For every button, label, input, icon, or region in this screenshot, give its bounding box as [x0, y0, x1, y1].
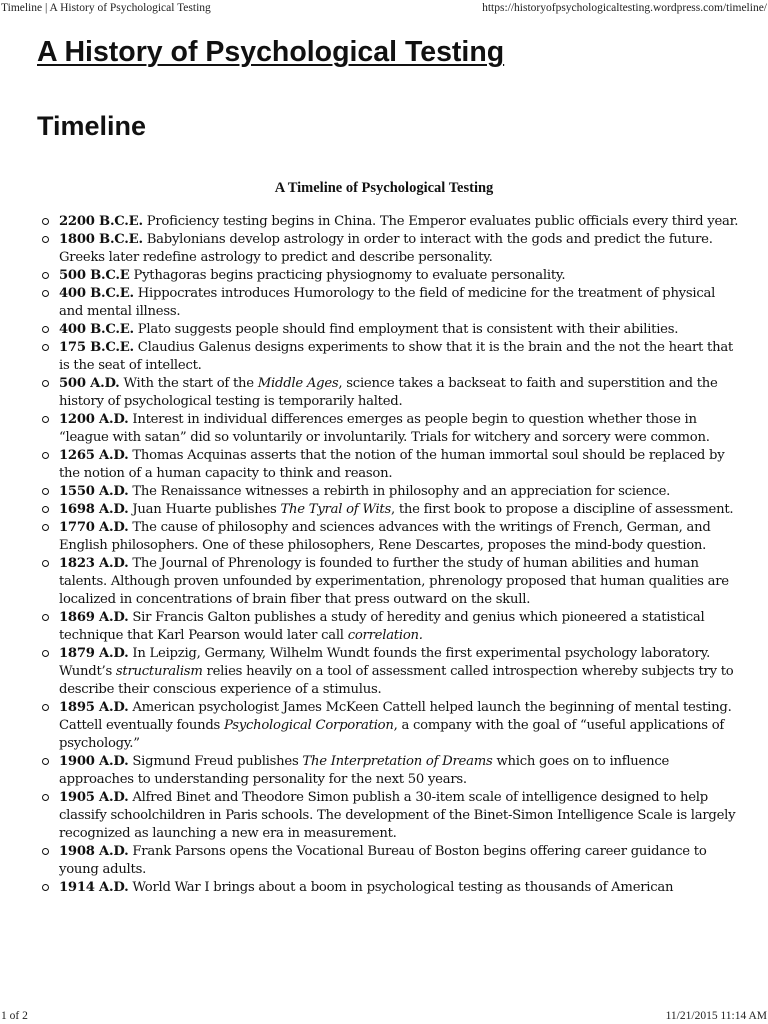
timeline-entry-date: 1914 A.D. — [59, 880, 129, 895]
timeline-entry-text-continued: which goes on to influence approaches to understanding personality for the next 50 years. — [59, 754, 670, 787]
timeline-entry — [59, 213, 741, 231]
circle-bullet-icon — [42, 614, 49, 621]
timeline-entry-text: Thomas Acquinas asserts that the notion of the human immortal soul should be replaced by the notion of a human capacity to think and reason. — [59, 448, 725, 481]
timeline-entry-date: 500 A.D. — [59, 376, 120, 391]
timeline-entry-italic: Psychological Corporation — [223, 718, 394, 733]
circle-bullet-icon — [42, 488, 49, 495]
timeline-entry — [59, 519, 741, 555]
circle-bullet-icon — [42, 344, 49, 351]
timeline-entry-text-continued: , the first book to propose a discipline of assessment. — [390, 502, 734, 517]
timeline-entry — [59, 555, 741, 609]
circle-bullet-icon — [42, 326, 49, 333]
timeline-entry — [59, 843, 741, 879]
timeline-entry-date: 500 B.C.E — [59, 268, 130, 283]
timeline-entry-date: 1905 A.D. — [59, 790, 129, 805]
timeline-entry-text: Sir Francis Galton publishes a study of heredity and genius which pioneered a statistical technique that Karl Pearson would later call — [59, 610, 705, 643]
timeline-entry-text: With the start of the — [119, 376, 258, 391]
timeline-entry-text: Plato suggests people should find employment that is consistent with their abilities. — [133, 322, 679, 337]
timeline-entry-text-continued: , science takes a backseat to faith and superstition and the history of psychological testing is temporarily halted. — [59, 376, 718, 409]
timeline-entry-date: 1908 A.D. — [59, 844, 129, 859]
timeline-entry-text: Claudius Galenus designs experiments to show that it is the brain and the not the heart that is the seat of intellect. — [59, 340, 733, 373]
timeline-entry-date: 1200 A.D. — [59, 412, 129, 427]
circle-bullet-icon — [42, 704, 49, 711]
timeline-entry — [59, 231, 741, 267]
page-title: Timeline — [37, 111, 147, 141]
timeline-entry — [59, 789, 741, 843]
timeline-entry-date: 1823 A.D. — [59, 556, 129, 571]
timeline-entry-text: Sigmund Freud publishes — [128, 754, 303, 769]
timeline-entry-date: 400 B.C.E. — [59, 322, 134, 337]
timeline-entry-text: Alfred Binet and Theodore Simon publish a 30-item scale of intelligence designed to help classify schoolchildren in Paris schools. The development of the Binet-Simon Intelligence Scale is largely recognized as launching a new era in measurement. — [59, 790, 736, 841]
timeline-entry-date: 1550 A.D. — [59, 484, 129, 499]
circle-bullet-icon — [42, 524, 49, 531]
section-heading: A Timeline of Psychological Testing — [274, 180, 494, 196]
circle-bullet-icon — [42, 290, 49, 297]
circle-bullet-icon — [42, 236, 49, 243]
print-header-page-title: Timeline | A History of Psychological Testing — [1, 2, 211, 14]
timeline-entry-text: Hippocrates introduces Humorology to the field of medicine for the treatment of physical and mental illness. — [59, 286, 716, 319]
timeline-entry — [59, 375, 741, 411]
timeline-entry — [59, 753, 741, 789]
timeline-entry-italic: Middle Ages — [257, 376, 339, 391]
site-title-link[interactable]: A History of Psychological Testing — [37, 36, 505, 68]
timeline-entry-date: 1265 A.D. — [59, 448, 129, 463]
circle-bullet-icon — [42, 380, 49, 387]
timeline-entry — [59, 411, 741, 447]
timeline-entry — [59, 447, 741, 483]
print-timestamp: 11/21/2015 11:14 AM — [665, 1010, 767, 1022]
timeline-entry-date: 175 B.C.E. — [59, 340, 134, 355]
print-header-url: https://historyofpsychologicaltesting.wordpress.com/timeline/ — [482, 2, 767, 14]
timeline-entry — [59, 285, 741, 321]
timeline-entry-date: 1770 A.D. — [59, 520, 129, 535]
timeline-entry-text: Juan Huarte publishes — [128, 502, 281, 517]
timeline-list — [59, 213, 741, 897]
timeline-entry-italic: structuralism — [115, 664, 203, 679]
timeline-entry — [59, 645, 741, 699]
circle-bullet-icon — [42, 506, 49, 513]
timeline-entry-italic: correlation. — [347, 628, 423, 643]
circle-bullet-icon — [42, 452, 49, 459]
timeline-entry-text: American psychologist James McKeen Cattell helped launch the beginning of mental testing. Cattell eventually founds — [59, 700, 732, 733]
timeline-entry — [59, 267, 741, 285]
timeline-entry — [59, 339, 741, 375]
page-count: 1 of 2 — [1, 1010, 28, 1022]
timeline-entry — [59, 609, 741, 645]
timeline-entry-text: The Journal of Phrenology is founded to further the study of human abilities and human talents. Although proven unfounded by experimentation, phrenology proposed that human qualities are localized in concentrations of brain fiber that press outward on the skull. — [59, 556, 729, 607]
timeline-entry-date: 1895 A.D. — [59, 700, 129, 715]
print-footer — [0, 1008, 768, 1024]
timeline-entry-italic: The Interpretation of Dreams — [302, 754, 493, 769]
timeline-entry-date: 1800 B.C.E. — [59, 232, 143, 247]
circle-bullet-icon — [42, 848, 49, 855]
print-header — [0, 0, 768, 16]
timeline-entry-text: In Leipzig, Germany, Wilhelm Wundt founds the first experimental psychology laboratory. Wundt’s — [59, 646, 711, 679]
timeline-entry — [59, 699, 741, 753]
timeline-entry-text: Babylonians develop astrology in order to interact with the gods and predict the future. Greeks later redefine astrology to predict and describe personality. — [59, 232, 713, 265]
circle-bullet-icon — [42, 416, 49, 423]
circle-bullet-icon — [42, 218, 49, 225]
timeline-entry-text: World War I brings about a boom in psychological testing as thousands of American — [128, 880, 674, 895]
circle-bullet-icon — [42, 794, 49, 801]
circle-bullet-icon — [42, 758, 49, 765]
timeline-entry-date: 1900 A.D. — [59, 754, 129, 769]
timeline-entry-text: The cause of philosophy and sciences advances with the writings of French, German, and English philosophers. One of these philosophers, Rene Descartes, proposes the mind-body question. — [59, 520, 711, 553]
timeline-entry — [59, 321, 741, 339]
timeline-entry-text: Pythagoras begins practicing physiognomy to evaluate personality. — [129, 268, 566, 283]
circle-bullet-icon — [42, 650, 49, 657]
timeline-entry-date: 1869 A.D. — [59, 610, 129, 625]
timeline-entry-text: The Renaissance witnesses a rebirth in philosophy and an appreciation for science. — [128, 484, 671, 499]
timeline-entry — [59, 879, 741, 897]
timeline-entry-text-continued: relies heavily on a tool of assessment called introspection whereby subjects try to describe their conscious experience of a stimulus. — [59, 664, 734, 697]
timeline-entry-date: 2200 B.C.E. — [59, 214, 143, 229]
timeline-entry-text: Proficiency testing begins in China. The Emperor evaluates public officials every third year. — [142, 214, 739, 229]
timeline-entry — [59, 501, 741, 519]
timeline-entry-date: 400 B.C.E. — [59, 286, 134, 301]
timeline-entry-italic: The Tyral of Wits — [280, 502, 391, 517]
timeline-entry — [59, 483, 741, 501]
timeline-entry-text: Frank Parsons opens the Vocational Bureau of Boston begins offering career guidance to young adults. — [59, 844, 707, 877]
circle-bullet-icon — [42, 560, 49, 567]
circle-bullet-icon — [42, 884, 49, 891]
circle-bullet-icon — [42, 272, 49, 279]
timeline-entry-text: Interest in individual differences emerges as people begin to question whether those in “league with satan” did so voluntarily or involuntarily. Trials for witchery and sorcery were common. — [59, 412, 710, 445]
timeline-entry-date: 1698 A.D. — [59, 502, 129, 517]
timeline-entry-date: 1879 A.D. — [59, 646, 129, 661]
timeline-entry-text-continued: , a company with the goal of “useful applications of psychology.” — [59, 718, 725, 751]
